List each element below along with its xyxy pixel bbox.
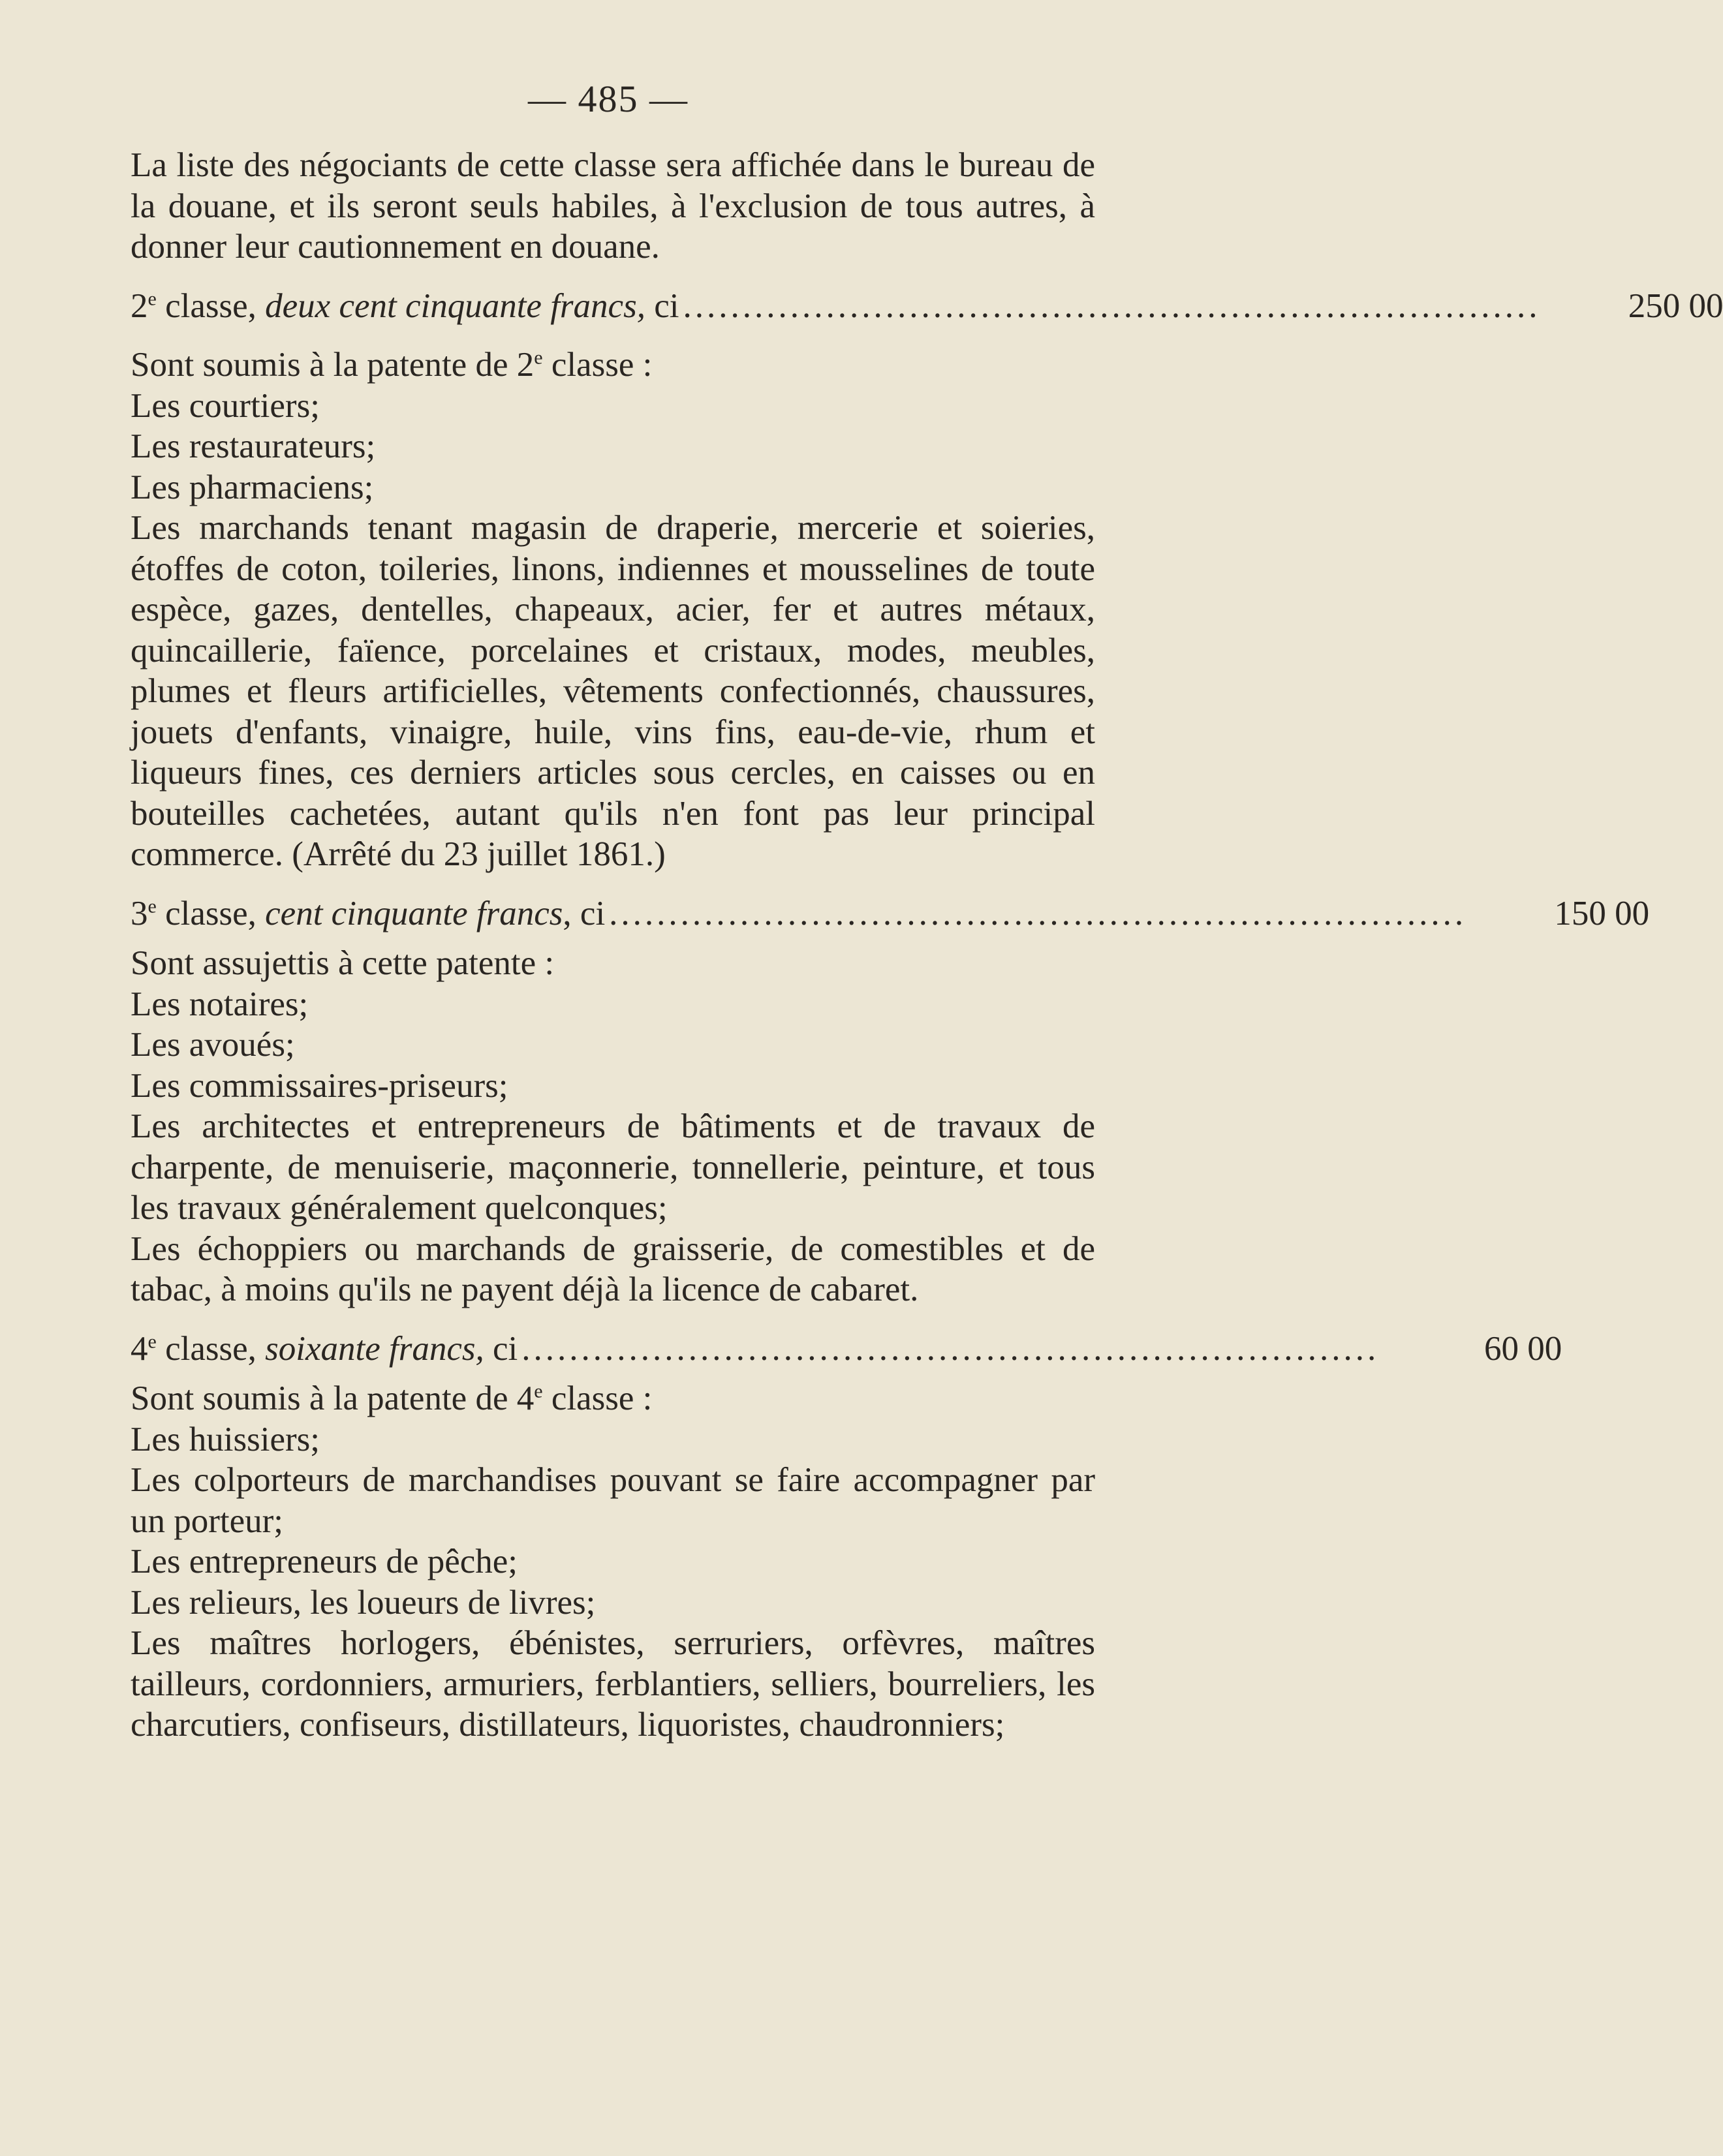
class4-paragraph: Les maîtres horlogers, ébénistes, serruriers, orfèvres, maîtres tailleurs, cordonniers, armuriers, ferblantiers, selliers, bourreliers, les charcutiers, confiseurs, distillateurs, liquoristes, chaudronniers; bbox=[131, 1624, 1095, 1744]
list-item: Les commissaires-priseurs; bbox=[131, 1066, 508, 1105]
class3-paragraph-2: Les échoppiers ou marchands de graisserie, de comestibles et de tabac, à moins qu'ils ne payent déjà la licence de cabaret. bbox=[131, 1229, 1095, 1308]
dot-leader: ........................................................................ bbox=[683, 286, 1541, 325]
class2-label: 2e classe, deux cent cinquante francs, ci bbox=[131, 286, 679, 325]
list-item: Les courtiers; bbox=[131, 386, 320, 425]
list-item: Les colporteurs de marchandises pouvant se faire accompagner par un porteur; bbox=[131, 1461, 1095, 1540]
class3-amount: 150 00 bbox=[1554, 894, 1650, 932]
class2-heading: Sont soumis à la patente de 2e classe : bbox=[131, 346, 653, 384]
class4-line bbox=[131, 1329, 1562, 1370]
class3-line bbox=[131, 893, 1650, 934]
list-item: Les restaurateurs; bbox=[131, 427, 376, 465]
page-number: — 485 — bbox=[528, 78, 689, 120]
class4-heading: Sont soumis à la patente de 4e classe : bbox=[131, 1379, 653, 1417]
class3-paragraph-1: Les architectes et entrepreneurs de bâtiments et de travaux de charpente, de menuiserie, maçonnerie, tonnellerie, peinture, et tous les travaux généralement quelconques; bbox=[131, 1107, 1095, 1227]
page-body bbox=[131, 145, 1723, 1746]
intro-paragraph: La liste des négociants de cette classe sera affichée dans le bureau de la douane, et ils seront seuls habiles, à l'exclusion de tous autres, à donner leur cautionnement en douane. bbox=[131, 146, 1095, 266]
dot-leader: ........................................................................ bbox=[609, 894, 1467, 932]
list-item: Les entrepreneurs de pêche; bbox=[131, 1543, 518, 1580]
list-item: Les notaires; bbox=[131, 985, 309, 1023]
dot-leader: ........................................................................ bbox=[521, 1329, 1380, 1368]
class3-label: 3e classe, cent cinquante francs, ci bbox=[131, 894, 606, 932]
list-item: Les pharmaciens; bbox=[131, 468, 374, 506]
list-item: Les huissiers; bbox=[131, 1420, 320, 1458]
class3-heading: Sont assujettis à cette patente : bbox=[131, 944, 555, 982]
class2-amount: 250 00 bbox=[1628, 286, 1723, 325]
class4-label: 4e classe, soixante francs, ci bbox=[131, 1329, 518, 1368]
class2-paragraph: Les marchands tenant magasin de draperie, mercerie et soieries, étoffes de coton, toileries, linons, indiennes et mousselines de toute espèce, gazes, dentelles, chapeaux, acier, fer et autres métaux, quincaillerie, faïence, porcelaines et cristaux, modes, meubles, plumes et fleurs artificielles, vêtements confectionnés, chaussures, jouets d'enfants, vinaigre, huile, vins fins, eau-de-vie, rhum et liqueurs fines, ces derniers articles sous cercles, en caisses ou en bouteilles cachetées, autant qu'ils n'en font pas leur principal commerce. (Arrêté du 23 juillet 1861.) bbox=[131, 509, 1095, 873]
list-item: Les relieurs, les loueurs de livres; bbox=[131, 1583, 596, 1622]
class4-amount: 60 00 bbox=[1484, 1329, 1562, 1368]
list-item: Les avoués; bbox=[131, 1026, 295, 1064]
class2-line bbox=[131, 286, 1723, 327]
